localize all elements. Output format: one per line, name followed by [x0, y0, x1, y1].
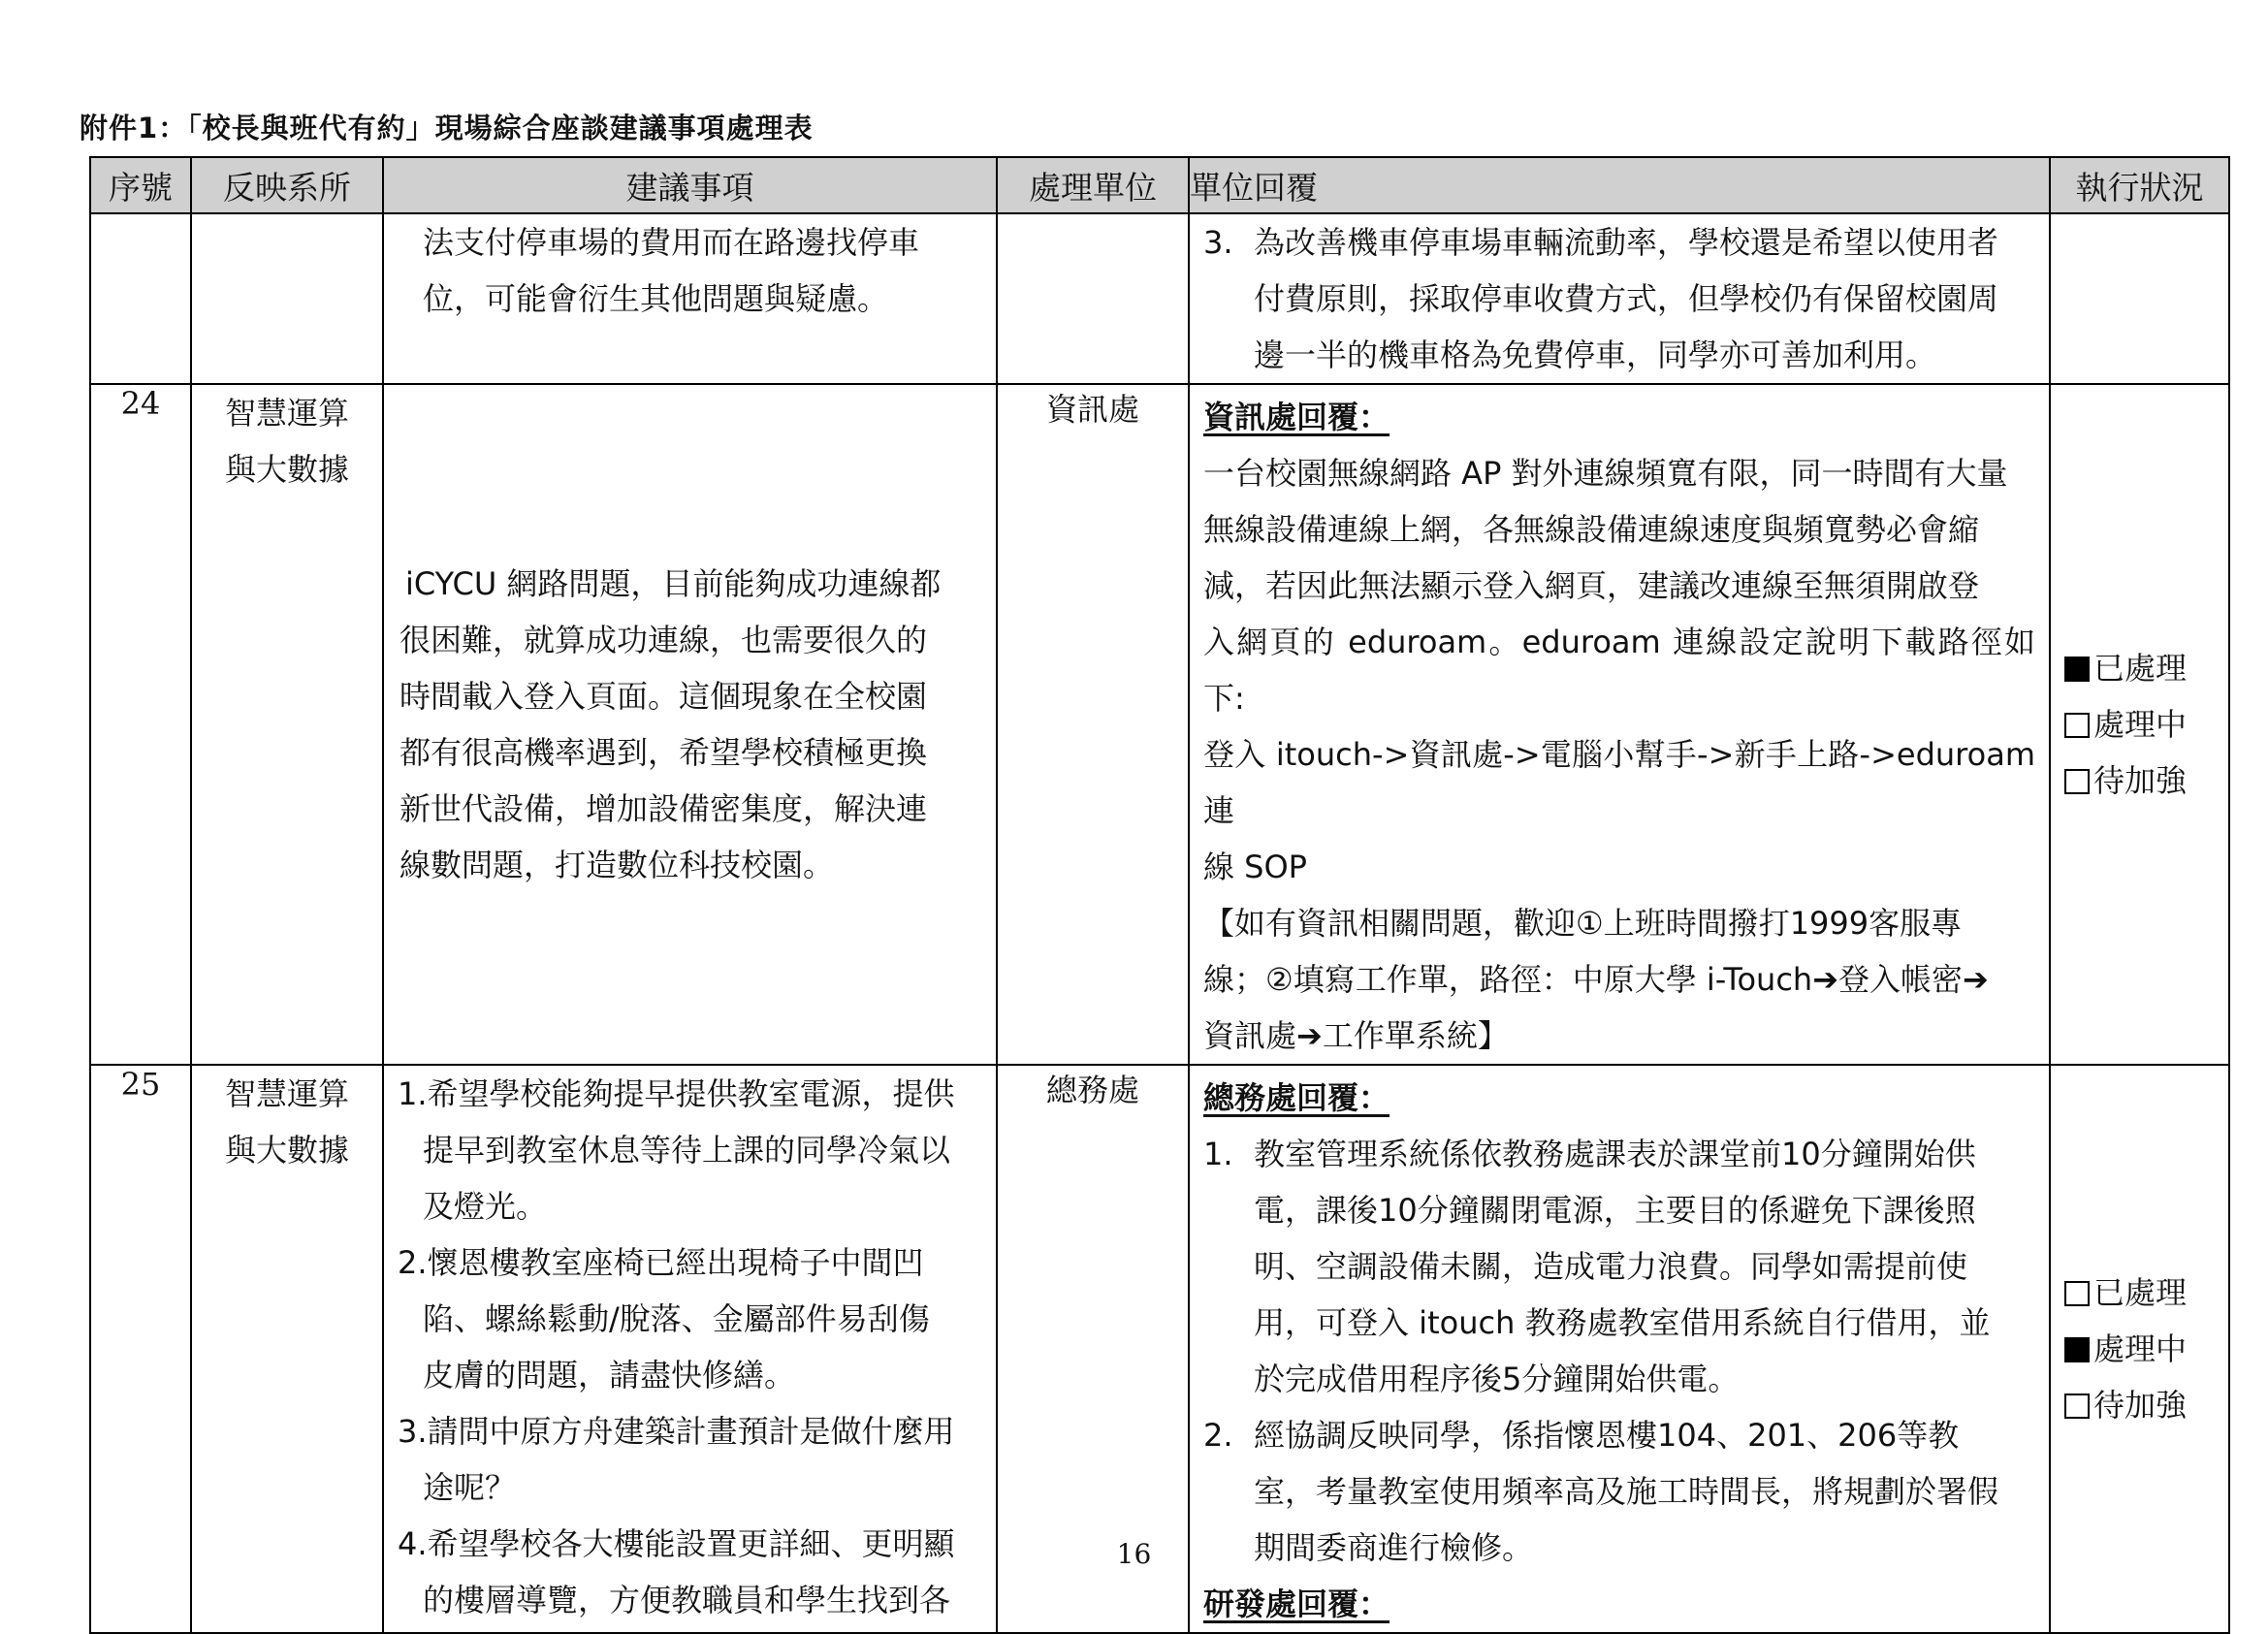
status-option: [2064, 1265, 2228, 1321]
reply-line: 入網頁的 eduroam。eduroam 連線設定說明下載路徑如下:: [1203, 624, 2035, 717]
suggestion-line: 的樓層導覽，方便教職員和學生找到各: [423, 1582, 951, 1618]
reply-item-number: 1.: [1203, 1136, 1233, 1172]
table-row: [90, 384, 2229, 1065]
suggestion-line: 法支付停車場的費用而在路邊找停車: [423, 224, 920, 261]
suggestion-line: 途呢？: [423, 1469, 517, 1506]
suggestion-line: iCYCU 網路問題，目前能夠成功連線都: [405, 565, 942, 602]
reply-line: 期間委商進行檢修。: [1254, 1529, 1534, 1566]
reply-note-line: 資訊處➔工作單系統】: [1203, 1017, 1509, 1054]
department-line: 與大數據: [224, 451, 349, 488]
suggestion-line: 4.希望學校各大樓能設置更詳細、更明顯: [398, 1525, 955, 1562]
reply-item-number: 2.: [1203, 1417, 1233, 1454]
reply-line: 邊一半的機車格為免費停車，同學亦可善加利用。: [1254, 336, 1937, 373]
suggestion-line: 皮膚的問題，請盡快修繕。: [423, 1357, 796, 1394]
table-row: [90, 213, 2229, 384]
row-reply-cell: [1189, 213, 2050, 384]
suggestion-line: 時間載入登入頁面。這個現象在全校園: [399, 678, 928, 715]
reply-line: 於完成借用程序後5分鐘開始供電。: [1254, 1361, 1740, 1397]
header-unit: 處理單位: [997, 157, 1189, 213]
page-number: 16: [1116, 1538, 1152, 1570]
reply-line: 用，可登入 itouch 教務處教室借用系統自行借用，並: [1254, 1304, 1991, 1341]
reply-line: 登入 itouch->資訊處->電腦小幫手->新手上路->eduroam 連: [1203, 736, 2035, 829]
reply-line: 無線設備連線上網，各無線設備連線速度與頻寬勢必會縮: [1203, 511, 1980, 548]
header-department: 反映系所: [191, 157, 383, 213]
row-id: 24: [120, 385, 161, 422]
header-reply: 單位回覆: [1189, 157, 2050, 213]
row-department-cell: [191, 384, 383, 1065]
checkbox-icon: [2064, 1281, 2090, 1306]
row-reply-cell: [1189, 384, 2050, 1065]
status-label: 已處理: [2093, 1274, 2188, 1311]
status-checklist: [2051, 385, 2228, 1064]
status-option: [2064, 696, 2228, 753]
reply-item: [1203, 214, 2035, 383]
reply-line: 室，考量教室使用頻率高及施工時間長，將規劃於署假: [1254, 1473, 1999, 1510]
status-label: 處理中: [2093, 1330, 2188, 1367]
reply-line: 為改善機車停車場車輛流動率，學校還是希望以使用者: [1254, 224, 1999, 261]
suggestion-item: [398, 1066, 982, 1234]
department-line: 與大數據: [224, 1132, 349, 1169]
reply-item: [1203, 1126, 2035, 1407]
reply-line: 一台校園無線網路 AP 對外連線頻寬有限，同一時間有大量: [1203, 455, 2008, 492]
reply-line: 線 SOP: [1203, 849, 1307, 885]
header-id: 序號: [90, 157, 191, 213]
table-header-row: [90, 157, 2229, 213]
suggestion-line: 及燈光。: [423, 1188, 548, 1225]
reply-heading: 資訊處回覆：: [1203, 399, 1390, 435]
row-suggestion-cell: [383, 213, 997, 384]
department-line: 智慧運算: [224, 1075, 349, 1112]
suggestion-line: 提早到教室休息等待上課的同學冷氣以: [423, 1132, 951, 1169]
suggestion-line: 都有很高機率遇到，希望學校積極更換: [399, 734, 928, 771]
reply-item-number: 3.: [1203, 224, 1233, 261]
unit-name: 資訊處: [1045, 391, 1139, 428]
reply-heading: 總務處回覆：: [1203, 1079, 1390, 1116]
reply-line: 經協調反映同學，係指懷恩樓104、201、206等教: [1254, 1417, 1960, 1454]
status-option: [2064, 753, 2228, 809]
status-option: [2064, 640, 2228, 696]
suggestion-item: [398, 1234, 982, 1403]
row-unit-cell: [997, 384, 1189, 1065]
row-status-cell: [2050, 213, 2229, 384]
status-label: 待加強: [2093, 762, 2188, 799]
row-id-cell: [90, 213, 191, 384]
row-department-cell: [191, 213, 383, 384]
row-id-cell: [90, 384, 191, 1065]
suggestion-item: [398, 1516, 982, 1628]
reply-line: 教室管理系統係依教務處課表於課堂前10分鐘開始供: [1254, 1136, 1976, 1172]
page-title: 附件1：「校長與班代有約」現場綜合座談建議事項處理表: [80, 112, 814, 144]
suggestion-line: 線數問題，打造數位科技校園。: [399, 847, 835, 883]
status-label: 已處理: [2093, 650, 2188, 687]
status-label: 待加強: [2093, 1387, 2188, 1424]
status-label: 處理中: [2093, 706, 2188, 743]
checkbox-icon: [2064, 713, 2090, 738]
suggestion-table: [89, 156, 2230, 1634]
suggestion-line: 3.請問中原方舟建築計畫預計是做什麼用: [398, 1413, 955, 1450]
reply-note-line: 【如有資訊相關問題，歡迎①上班時間撥打1999客服專: [1203, 905, 1963, 942]
suggestion-line: 位，可能會衍生其他問題與疑慮。: [423, 280, 889, 317]
header-suggestion: 建議事項: [383, 157, 997, 213]
suggestion-line: 2.懷恩樓教室座椅已經出現椅子中間凹: [398, 1244, 924, 1281]
row-suggestion-cell: [383, 384, 997, 1065]
reply-heading: 研發處回覆：: [1203, 1586, 1390, 1622]
suggestion-line: 1.希望學校能夠提早提供教室電源，提供: [398, 1075, 955, 1112]
row-id: 25: [120, 1066, 161, 1103]
reply-line: 明、空調設備未關，造成電力浪費。同學如需提前使: [1254, 1248, 1968, 1285]
checkbox-icon: [2064, 769, 2090, 794]
checkbox-icon: [2064, 657, 2090, 682]
suggestion-item: [398, 1403, 982, 1516]
header-status: 執行狀況: [2050, 157, 2229, 213]
checkbox-icon: [2064, 1394, 2090, 1419]
suggestion-line: 很困難，就算成功連線，也需要很久的: [399, 622, 928, 658]
reply-line: 電，課後10分鐘關閉電源，主要目的係避免下課後照: [1254, 1192, 1976, 1229]
checkbox-icon: [2064, 1337, 2090, 1362]
suggestion-line: 陷、螺絲鬆動/脫落、金屬部件易刮傷: [423, 1300, 930, 1337]
status-option: [2064, 1377, 2228, 1433]
suggestion-line: 新世代設備，增加設備密集度，解決連: [399, 790, 928, 827]
row-status-cell: [2050, 384, 2229, 1065]
status-option: [2064, 1321, 2228, 1377]
department-line: 智慧運算: [224, 395, 349, 432]
reply-line: 付費原則，採取停車收費方式，但學校仍有保留校園周: [1254, 280, 1999, 317]
row-unit-cell: [997, 213, 1189, 384]
reply-note-line: 線；②填寫工作單，路徑：中原大學 i-Touch➔登入帳密➔: [1203, 961, 1989, 998]
reply-line: 減，若因此無法顯示登入網頁，建議改連線至無須開啟登: [1203, 567, 1980, 604]
unit-name: 總務處: [1045, 1072, 1139, 1108]
